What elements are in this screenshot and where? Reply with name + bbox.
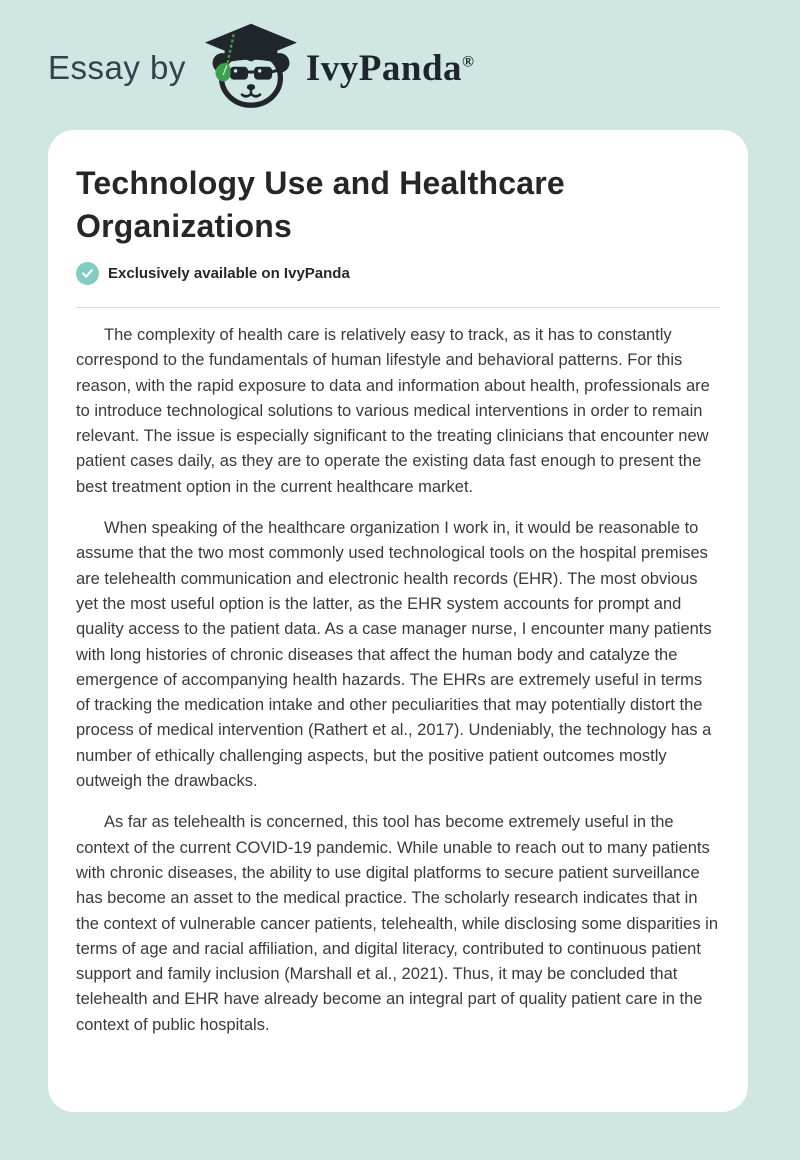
essay-paragraph: When speaking of the healthcare organization I work in, it would be reasonable to assume that the two most commonly used technological tools on the hospital premises are telehealth communication and electronic health records (EHR). The most obvious yet the most useful option is the latter, as the EHR system accounts for prompt and quality access to the patient data. As a case manager nurse, I encounter many patients with long histories of chronic diseases that affect the human body and catalyze the emergence of accompanying health hazards. The EHRs are extremely useful in terms of tracking the medication intake and other peculiarities that may potentially distort the process of medical intervention (Rathert et al., 2017). Undeniably, the technology has a number of ethically challenging aspects, but the positive patient outcomes mostly outweigh the drawbacks. [76,519,712,791]
essay-paragraph: As far as telehealth is concerned, this tool has become extremely useful in the context of the current COVID-19 pandemic. While unable to reach out to many patients with chronic diseases, the ability to use digital platforms to secure patient surveillance has become an asset to the medical practice. The scholarly research indicates that in the context of vulnerable cancer patients, telehealth, while disclosing some disparities in terms of age and racial affiliation, and digital literacy, contributed to continuous patient support and family inclusion (Marshall et al., 2021). Thus, it may be concluded that telehealth and EHR have already become an integral part of quality patient care in the context of public hospitals. [76,813,719,1034]
site-header [0,0,800,130]
essay-body [76,323,720,1038]
divider [76,307,720,308]
essay-card [48,130,748,1112]
availability-badge-label: Exclusively available on IvyPanda [108,265,350,282]
ivypanda-logo-icon [202,23,300,109]
brand-name [306,47,475,90]
essay-by-label: Essay by [48,49,186,86]
essay-title: Technology Use and Healthcare Organizations [76,165,565,244]
registered-mark: ® [462,53,475,71]
essay-paragraph: The complexity of health care is relatively easy to track, as it has to constantly correspond to the fundamentals of human lifestyle and behavioral patterns. For this reason, with the rapid exposure to data and information about health, professionals are to introduce technological solutions to various medical interventions in order to remain relevant. The issue is especially significant to the treating clinicians that encounter new patient cases daily, as they are to operate the existing data fast enough to present the best treatment option in the current healthcare market. [76,326,710,496]
brand-text: IvyPanda [305,47,463,89]
availability-badge [76,262,720,285]
check-icon [76,262,99,285]
